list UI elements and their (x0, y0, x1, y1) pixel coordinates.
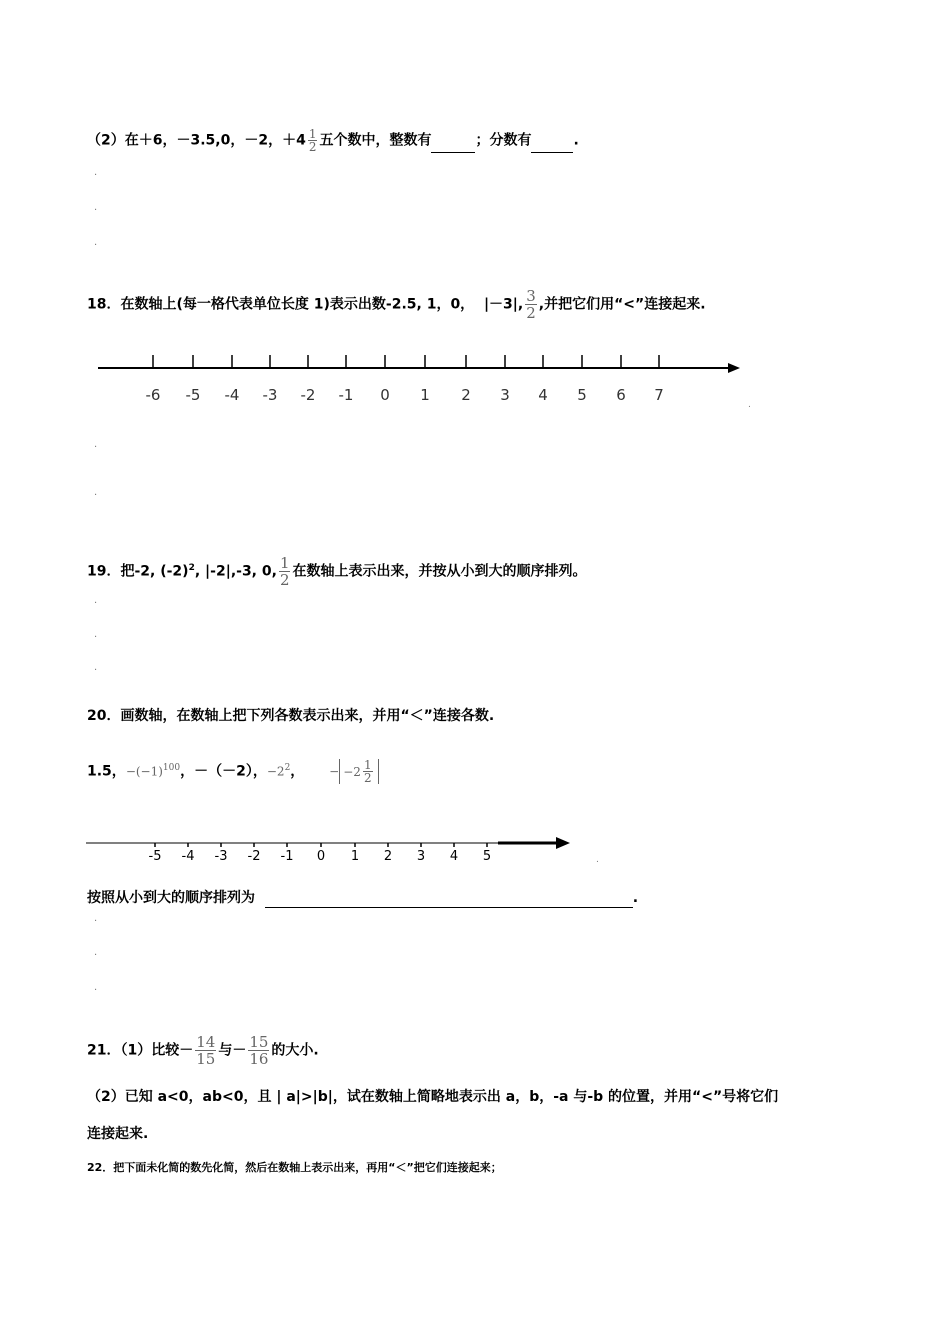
q18-axis-label: 0 (380, 386, 390, 404)
order-answer-blank[interactable] (265, 907, 633, 908)
paragraph-mark: . (94, 982, 98, 993)
q18-axis-label: 4 (538, 386, 548, 404)
paragraph-mark: . (94, 629, 98, 640)
q18-axis-label: 5 (577, 386, 587, 404)
q18-axis-label: 6 (616, 386, 626, 404)
fraction-15-16: $\frac{15}{16}$ (249, 1033, 269, 1068)
q18-axis-label: -5 (185, 386, 201, 404)
q18-axis-label: -4 (224, 386, 240, 404)
q18-axis-label: 2 (461, 386, 471, 404)
q21-part2-line1: （2）已知 a<0，ab<0，且 | a|>|b|，试在数轴上简略地表示出 a，b，-a 与-b 的位置，并用“<”号将它们 (87, 1089, 779, 1105)
paragraph-mark: . (94, 202, 98, 213)
q20-axis-label: -2 (247, 849, 261, 864)
q20-axis-label: 2 (383, 849, 393, 864)
fraction-one-half: $\frac{1}{2}$ (279, 554, 290, 589)
q18-axis-label: 1 (420, 386, 430, 404)
absolute-value: −2 $\frac{1}{2}$ (339, 759, 378, 784)
paragraph-mark: . (94, 487, 98, 498)
q17-part2: （2）在＋6，－3.5,0，－2，＋4 $\frac{1}{2}$ 五个数中，整数有 ；分数有 . (87, 127, 579, 154)
number-line-q18 (0, 345, 950, 415)
q20-axis-label: 1 (350, 849, 360, 864)
q20-axis-label: -5 (148, 849, 162, 864)
q20-numbers: 1.5，$-(-1)^{100}$，－（－2），$-2^2$， − −2 $\frac{1}{2}$ (87, 758, 379, 784)
q19-question: 19．把-2, $(-2)^2$, |-2|,-3, 0, $\frac{1}{2}$ 在数轴上表示出来，并按从小到大的顺序排列。 (87, 554, 587, 589)
paragraph-mark: . (94, 439, 98, 450)
q20-axis-label: -4 (181, 849, 195, 864)
q20-axis-label: 4 (449, 849, 459, 864)
q18-axis-label: -2 (300, 386, 316, 404)
paragraph-mark: . (94, 913, 98, 924)
paragraph-mark: . (94, 662, 98, 673)
q20-axis-label: 5 (482, 849, 492, 864)
q18-axis-label: 7 (654, 386, 664, 404)
mixed-fraction: $\frac{1}{2}$ (363, 758, 372, 786)
q20-axis-label: -3 (214, 849, 228, 864)
q20-question: 20．画数轴，在数轴上把下列各数表示出来，并用“＜”连接各数. (87, 708, 495, 724)
q21-part2-line2: 连接起来. (87, 1126, 149, 1142)
q18-axis-label: -1 (338, 386, 354, 404)
q18-axis-label: -6 (145, 386, 161, 404)
paragraph-mark: . (94, 595, 98, 606)
q22-question: 22．把下面未化简的数先化简，然后在数轴上表示出来，再用“＜”把它们连接起来； (87, 1161, 502, 1174)
paragraph-mark: . (94, 167, 98, 178)
paragraph-mark: . (94, 237, 98, 248)
q20-axis-label: 3 (416, 849, 426, 864)
number-line-q20 (0, 825, 950, 870)
q20-axis-label: -1 (280, 849, 294, 864)
q20-axis-label: 0 (316, 849, 326, 864)
fraction-14-15: $\frac{14}{15}$ (196, 1033, 216, 1068)
order-line: 按照从小到大的顺序排列为 . (87, 890, 639, 906)
mixed-fraction: $\frac{1}{2}$ (308, 127, 317, 154)
q18-axis-label: -3 (262, 386, 278, 404)
q18-axis-label: 3 (500, 386, 510, 404)
fraction-three-halves: $\frac{3}{2}$ (526, 287, 536, 322)
q18-question: 18．在数轴上(每一格代表单位长度 1)表示出数-2.5, 1，0， |－3|, $\frac{3}{2}$ ,并把它们用“<”连接起来. (87, 287, 706, 322)
paragraph-mark: . (94, 947, 98, 958)
fraction-blank[interactable] (531, 152, 573, 153)
q21-part1: 21．（1）比较－ $\frac{14}{15}$ 与－ $\frac{15}{16}$ 的大小. (87, 1033, 319, 1068)
integer-blank[interactable] (431, 152, 475, 153)
